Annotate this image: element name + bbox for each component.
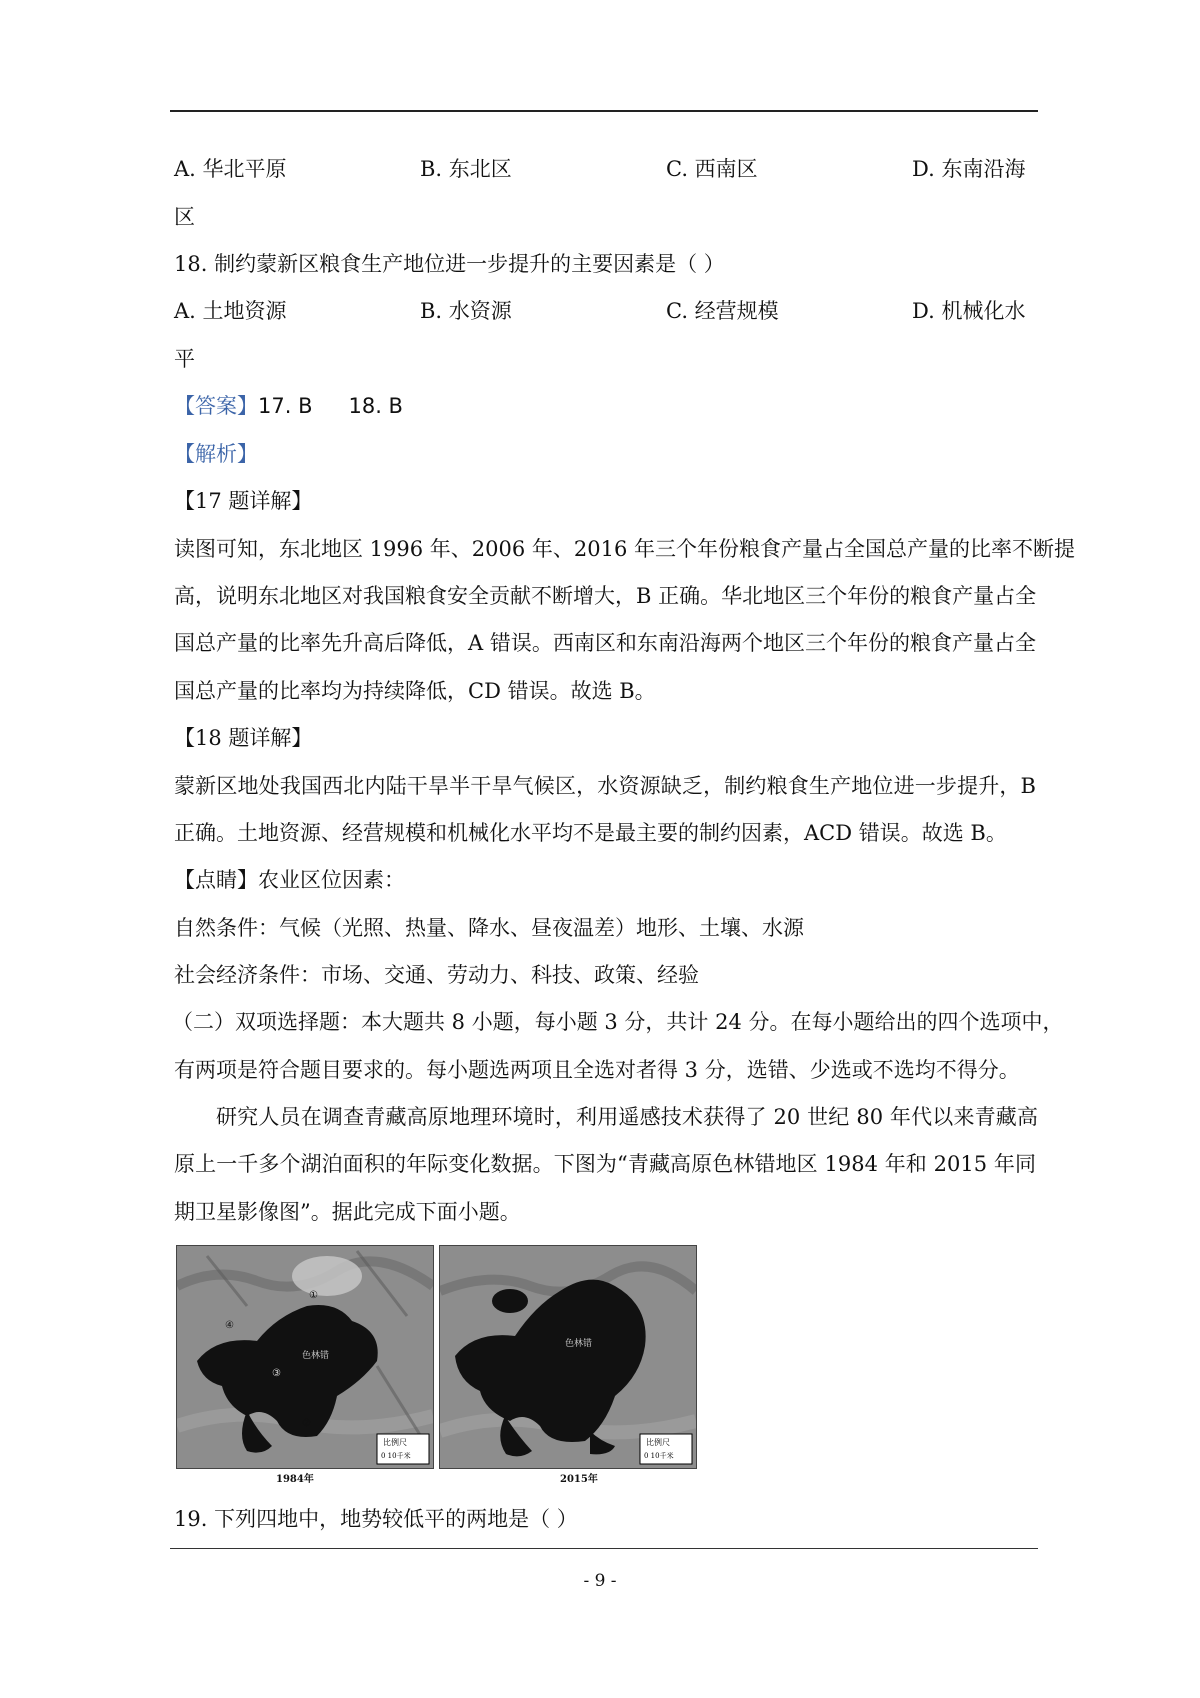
marker-1: ① <box>309 1290 318 1301</box>
page-number: - 9 - <box>583 1571 617 1591</box>
marker-3: ③ <box>272 1368 281 1379</box>
passage-line: 期卫星影像图”。据此完成下面小题。 <box>174 1200 521 1224</box>
analysis-label: 【解析】 <box>174 442 258 466</box>
q17-option-d[interactable]: D. 东南沿海 <box>912 157 1026 181</box>
scale-values-2015: 0 10千米 <box>644 1452 674 1460</box>
detail17-line: 高，说明东北地区对我国粮食安全贡献不断增大，B 正确。华北地区三个年份的粮食产量占全 <box>174 584 1037 608</box>
q18-option-d[interactable]: D. 机械化水 <box>912 299 1026 323</box>
q17-option-d-wrap: 区 <box>174 205 195 229</box>
tip-heading: 【点睛】农业区位因素： <box>174 868 405 892</box>
answer-q17: 17. B <box>258 394 313 418</box>
header-rule <box>170 110 1038 112</box>
answer-label: 【答案】 <box>174 394 258 418</box>
detail18-heading: 【18 题详解】 <box>174 726 313 750</box>
lake-label-2015: 色林错 <box>565 1339 593 1349</box>
tip-natural: 自然条件：气候（光照、热量、降水、昼夜温差）地形、土壤、水源 <box>174 916 804 940</box>
section2-line: （二）双项选择题：本大题共 8 小题，每小题 3 分，共计 24 分。在每小题给出的四个选项中， <box>172 1010 1064 1034</box>
passage-line: 原上一千多个湖泊面积的年际变化数据。下图为“青藏高原色林错地区 1984 年和 2015 年同 <box>174 1152 1036 1176</box>
q18-option-a[interactable]: A. 土地资源 <box>174 299 287 323</box>
detail17-heading: 【17 题详解】 <box>174 489 313 513</box>
satellite-image-2015 <box>439 1245 697 1469</box>
answer-line <box>174 392 403 420</box>
q17-option-c[interactable]: C. 西南区 <box>666 157 758 181</box>
caption-2015: 2015年 <box>560 1474 598 1485</box>
scale-title-1984: 比例尺 <box>383 1438 407 1447</box>
detail18-line: 正确。土地资源、经营规模和机械化水平均不是最主要的制约因素，ACD 错误。故选 B。 <box>174 821 1007 845</box>
q19-stem: 19. 下列四地中，地势较低平的两地是（ ） <box>174 1507 578 1531</box>
caption-1984: 1984年 <box>276 1474 314 1485</box>
tip-social: 社会经济条件：市场、交通、劳动力、科技、政策、经验 <box>174 963 699 987</box>
q18-stem: 18. 制约蒙新区粮食生产地位进一步提升的主要因素是（ ） <box>174 252 725 276</box>
passage-line: 研究人员在调查青藏高原地理环境时，利用遥感技术获得了 20 世纪 80 年代以来青藏高 <box>216 1105 1038 1129</box>
answer-q18: 18. B <box>348 394 403 418</box>
satellite-image-1984 <box>176 1245 434 1469</box>
q18-option-b[interactable]: B. 水资源 <box>420 299 512 323</box>
lake-label-1984: 色林错 <box>302 1351 330 1361</box>
marker-4: ④ <box>225 1320 234 1331</box>
marker-2: ② <box>302 1418 311 1429</box>
detail17-line: 读图可知，东北地区 1996 年、2006 年、2016 年三个年份粮食产量占全国总产量的比率不断提 <box>174 537 1076 561</box>
section2-line: 有两项是符合题目要求的。每小题选两项且全选对者得 3 分，选错、少选或不选均不得分。 <box>174 1058 1020 1082</box>
detail17-line: 国总产量的比率先升高后降低，A 错误。西南区和东南沿海两个地区三个年份的粮食产量占全 <box>174 631 1036 655</box>
footer-rule <box>170 1548 1038 1549</box>
q18-option-d-wrap: 平 <box>174 347 195 371</box>
scale-title-2015: 比例尺 <box>646 1438 670 1447</box>
detail18-line: 蒙新区地处我国西北内陆干旱半干旱气候区，水资源缺乏，制约粮食生产地位进一步提升，B <box>174 774 1036 798</box>
q18-option-c[interactable]: C. 经营规模 <box>666 299 779 323</box>
detail17-line: 国总产量的比率均为持续降低，CD 错误。故选 B。 <box>174 679 656 703</box>
scale-values-1984: 0 10千米 <box>381 1452 411 1460</box>
q17-option-a[interactable]: A. 华北平原 <box>174 157 287 181</box>
q17-option-b[interactable]: B. 东北区 <box>420 157 512 181</box>
